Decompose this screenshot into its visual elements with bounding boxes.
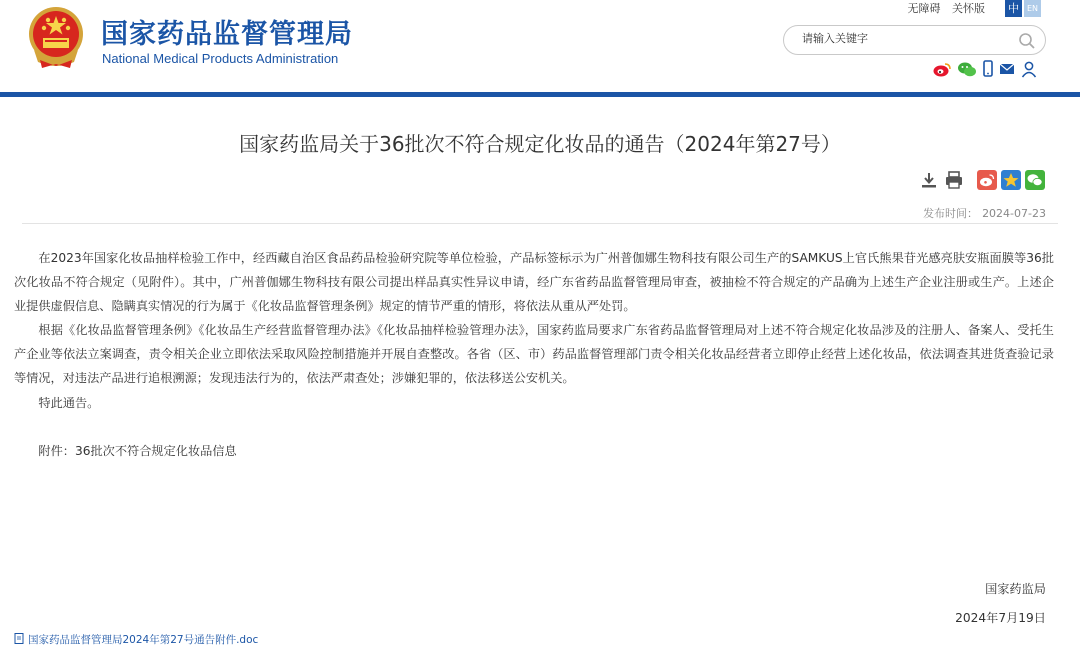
- sign-date: 2024年7月19日: [955, 611, 1046, 625]
- publish-date-label: 发布时间：: [923, 207, 979, 220]
- header-divider: [0, 92, 1080, 97]
- share-wechat-icon[interactable]: [1025, 170, 1045, 190]
- paragraph: 根据《化妆品监督管理条例》《化妆品生产经营监督管理办法》《化妆品抽样检验管理办法》，国家药监局要求广东省药品监督管理局对上述不符合规定化妆品涉及的注册人、备案人、受托生产企业等依法立案调查，责令相关企业立即依法采取风险控制措施并开展自查整改。各省（区、市）药品监督管理部门责令相关化妆品经营者立即停止经营上述化妆品，依法调查其进货查验记录等情况，对违法产品进行追根溯源；发现违法行为的，依法严肃查处；涉嫌犯罪的，依法移送公安机关。: [14, 323, 1054, 386]
- spacer: [14, 415, 1054, 439]
- share-weibo-icon[interactable]: [977, 170, 997, 190]
- attachment-link[interactable]: [14, 632, 258, 647]
- article-title: 国家药监局关于36批次不符合规定化妆品的通告（2024年第27号）: [239, 132, 841, 156]
- top-links: [900, 0, 986, 16]
- search-box: [783, 25, 1046, 55]
- national-emblem-icon: [26, 4, 86, 70]
- signer: 国家药监局: [985, 582, 1046, 596]
- publish-date: [923, 205, 1046, 221]
- attachment-link-text[interactable]: 国家药品监督管理局2024年第27号通告附件.doc: [28, 634, 259, 646]
- attachment-note: 附件：36批次不符合规定化妆品信息: [38, 443, 237, 458]
- user-icon[interactable]: [1021, 60, 1037, 78]
- lang-chinese-button[interactable]: 中: [1005, 0, 1022, 17]
- lang-english-button[interactable]: EN: [1024, 0, 1041, 17]
- share-qzone-icon[interactable]: [1001, 170, 1021, 190]
- search-icon[interactable]: [1018, 32, 1036, 50]
- site-header: [0, 0, 1080, 92]
- paragraph: 在2023年国家化妆品抽样检验工作中，经西藏自治区食品药品检验研究院等单位检验，产品标签标示为广州普伽娜生物科技有限公司生产的SAMKUS上官氏熊果苷光感亮肤安瓶面膜等36批次化妆品不符合规定（见附件）。其中，广州普伽娜生物科技有限公司提出样品真实性异议申请，经广东省药品监督管理局审查，被抽检不符合规定的产品确为上述生产企业注册或生产。上述企业提供虚假信息、隐瞒真实情况的行为属于《化妆品监督管理条例》规定的情节严重的情形，将依法从重从严处罚。: [14, 251, 1054, 314]
- search-input[interactable]: [802, 32, 1012, 45]
- download-icon[interactable]: [919, 170, 939, 190]
- accessibility-link[interactable]: 无障碍: [907, 2, 941, 15]
- site-title-english: National Medical Products Administration: [102, 51, 339, 66]
- site-title: 国家药品监督管理局: [101, 19, 353, 50]
- publish-date-value: 2024-07-23: [982, 207, 1046, 220]
- wechat-icon[interactable]: [957, 60, 977, 78]
- print-icon[interactable]: [944, 170, 964, 190]
- weibo-icon[interactable]: [932, 60, 952, 78]
- paragraph: 特此通告。: [38, 395, 100, 410]
- mail-icon[interactable]: [999, 60, 1015, 78]
- mobile-icon[interactable]: [982, 60, 994, 78]
- elder-mode-link[interactable]: 关怀版: [952, 2, 985, 15]
- document-icon: [14, 633, 25, 644]
- title-separator: [22, 223, 1058, 224]
- article-body: [14, 246, 1054, 463]
